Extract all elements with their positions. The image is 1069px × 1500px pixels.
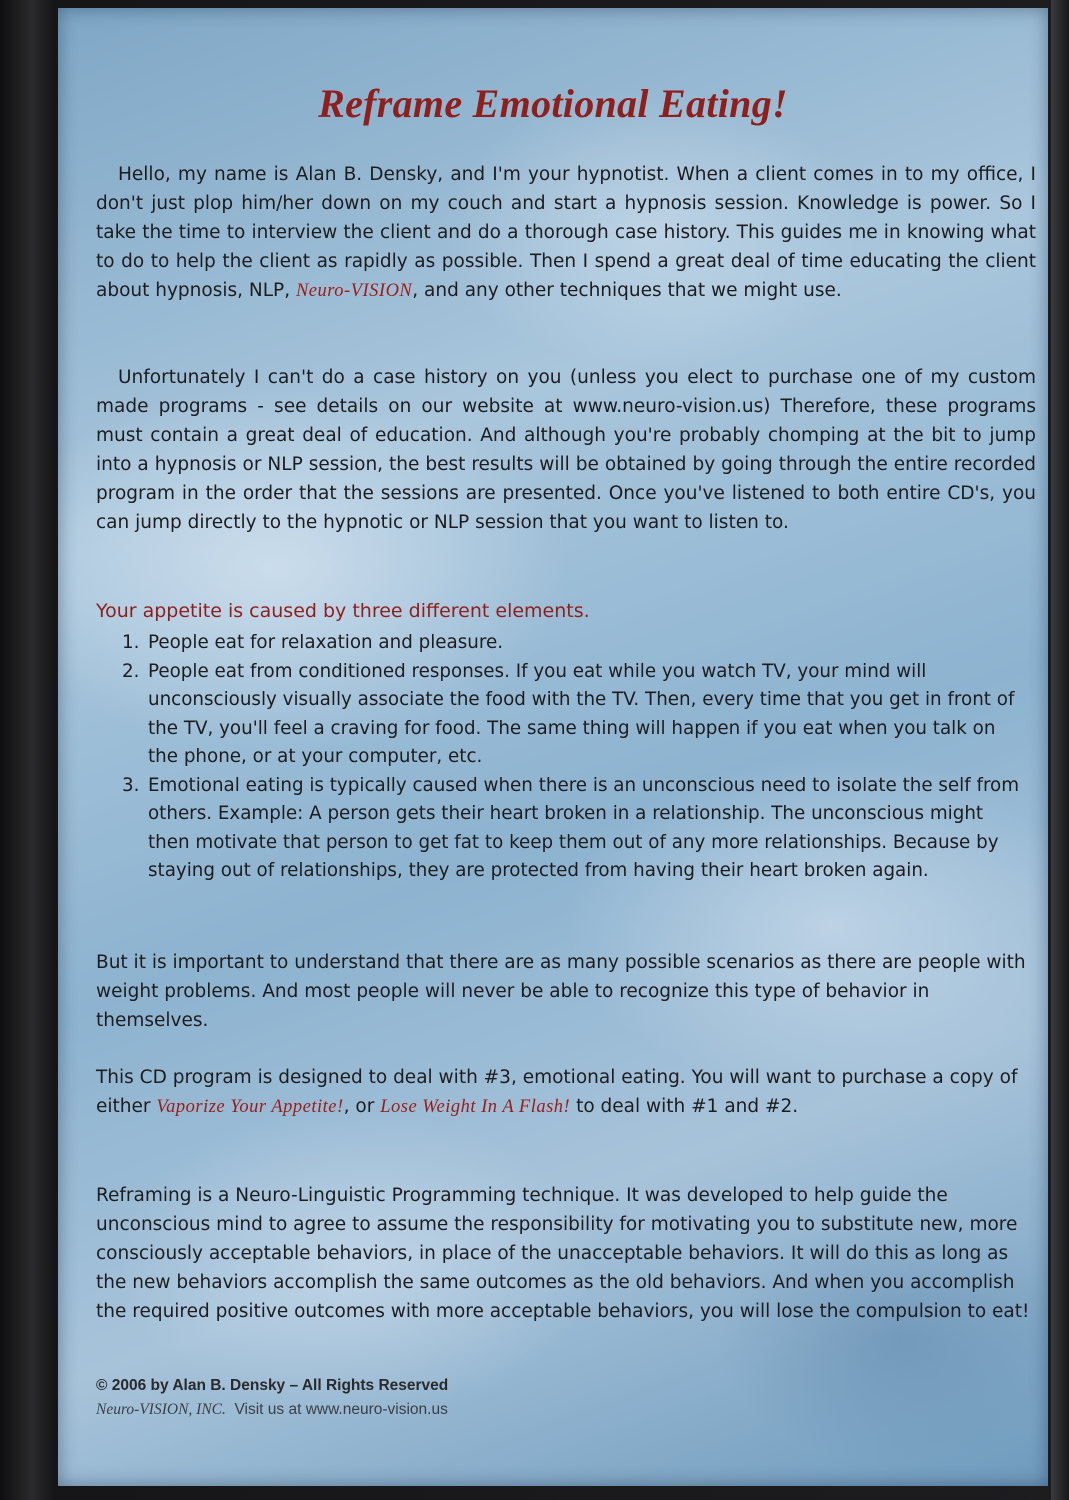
- intro-paragraph: [96, 160, 1036, 306]
- reframing-paragraph: Reframing is a Neuro-Linguistic Programming technique. It was developed to help guide the unconscious mind to agree to assume the responsibility for motivating you to substitute new, more consciously acceptable behaviors, in place of the unacceptable behaviors. It will do this as long as the new behaviors accomplish the same outcomes as the old behaviors. And when you accomplish the required positive outcomes with more acceptable behaviors, you will lose the compulsion to eat!: [96, 1185, 1030, 1322]
- intro-text-start: Hello, my name is Alan B. Densky, and I'm your hypnotist. When a client comes in to my office, I don't just plop him/her down on my couch and start a hypnosis session. Knowledge is power. So I take the time to interview the client and do a thorough case history. This guides me in knowing what to do to help the client as rapidly as possible. Then I spend a great deal of time educating the client about hypnosis, NLP,: [96, 164, 1036, 301]
- website-text: Visit us at www.neuro-vision.us: [225, 1401, 448, 1418]
- case-history-paragraph: Unfortunately I can't do a case history on you (unless you elect to purchase one of my custom made programs - see details on our website at www.neuro-vision.us) Therefore, these programs must contain a great deal of education. And although you're probably chomping at the bit to jump into a hypnosis or NLP session, the best results will be obtained by going through the entire recorded program in the order that the sessions are presented. Once you've listened to both entire CD's, you can jump directly to the hypnotic or NLP session that you want to listen to.: [96, 367, 1036, 533]
- page-title: Reframe Emotional Eating!: [318, 81, 788, 126]
- list-text: People eat for relaxation and pleasure.: [148, 632, 504, 653]
- list-item: [122, 772, 1027, 886]
- list-number: 2.: [122, 660, 140, 682]
- list-number: 1.: [122, 632, 140, 653]
- program-paragraph: [96, 1063, 1036, 1122]
- scenarios-paragraph: But it is important to understand that there are as many possible scenarios as there are people with weight problems. And most people will never be able to recognize this type of behavior in themselves.: [96, 952, 1026, 1031]
- list-number: 3.: [122, 774, 140, 796]
- company-line: [96, 1401, 448, 1419]
- intro-text-end: , and any other techniques that we might use.: [412, 280, 842, 301]
- elements-list: [122, 629, 1027, 886]
- program-text-b: , or: [343, 1096, 381, 1117]
- program-text-a: This CD program is designed to deal with #3, emotional eating. You will want to purchase a copy of either: [96, 1067, 1018, 1117]
- program-text-c: to deal with #1 and #2.: [570, 1096, 799, 1117]
- section-heading: Your appetite is caused by three different elements.: [96, 600, 590, 622]
- list-item: [122, 629, 1027, 658]
- list-text: People eat from conditioned responses. If you eat while you watch TV, your mind will unconsciously visually associate the food with the TV. Then, every time that you get in front of the TV, you'll feel a craving for food. The same thing will happen if you eat when you talk on the phone, or at your computer, etc.: [148, 660, 1015, 767]
- list-item: [122, 658, 1027, 772]
- copyright-line: © 2006 by Alan B. Densky – All Rights Reserved: [96, 1377, 449, 1394]
- brand-name: Neuro-VISION: [295, 281, 413, 301]
- list-text: Emotional eating is typically caused when there is an unconscious need to isolate the self from others. Example: A person gets their heart broken in a relationship. The unconscious might then motivate that person to get fat to keep them out of any more relationships. Because by staying out of relationships, they are protected from having their heart broken again.: [148, 774, 1020, 881]
- case-edge: [1051, 0, 1069, 1500]
- product-title-vaporize: Vaporize Your Appetite!: [156, 1097, 344, 1117]
- product-title-lose-weight: Lose Weight In A Flash!: [380, 1097, 571, 1117]
- cover-insert: [58, 8, 1048, 1486]
- company-name: Neuro-VISION, INC.: [96, 1401, 226, 1418]
